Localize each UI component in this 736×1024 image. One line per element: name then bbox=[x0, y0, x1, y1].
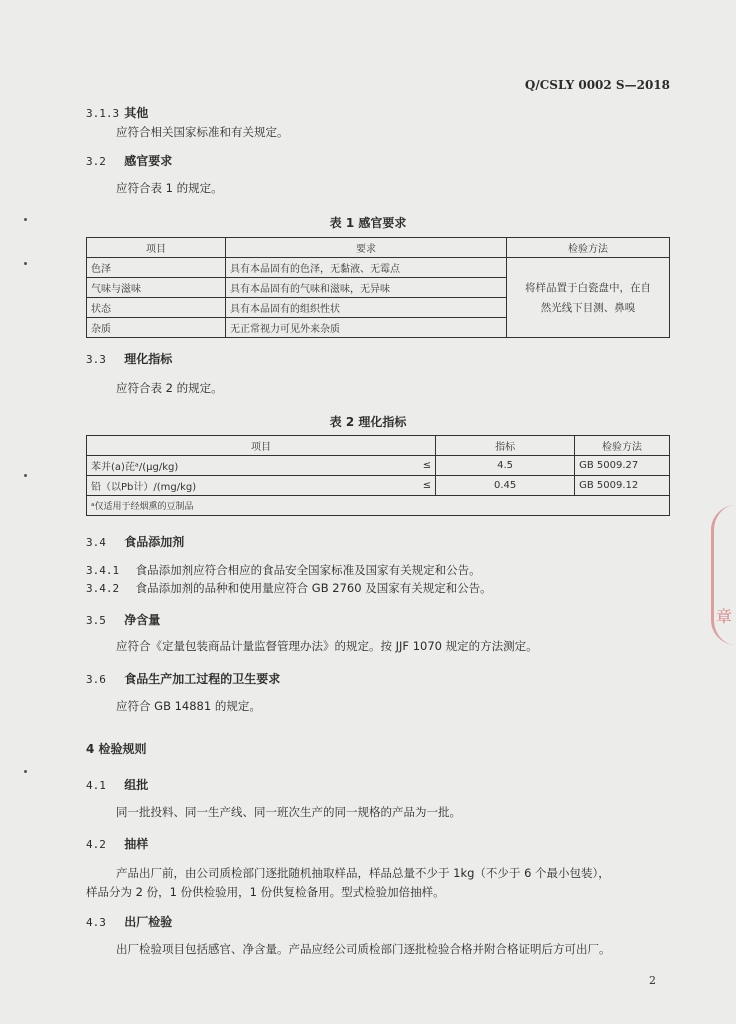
section-number: 4.2 bbox=[86, 838, 106, 851]
paragraph-4-1: 同一批投料、同一生产线、同一班次生产的同一规格的产品为一批。 bbox=[116, 805, 461, 819]
table-cell-operator: ≤ bbox=[413, 476, 436, 496]
paragraph-3-4-2 bbox=[86, 580, 492, 596]
table-header-cell: 检验方法 bbox=[507, 238, 670, 258]
table-header-cell: 要求 bbox=[226, 238, 507, 258]
table-cell-operator: ≤ bbox=[413, 456, 436, 476]
section-title: 食品添加剂 bbox=[124, 535, 185, 549]
standard-code: Q/CSLY 0002 S—2018 bbox=[524, 78, 670, 92]
section-number: 3.4.1 bbox=[86, 564, 120, 577]
paragraph-3-6: 应符合 GB 14881 的规定。 bbox=[116, 699, 261, 713]
table-cell: 色泽 bbox=[87, 258, 226, 278]
section-number: 3.3 bbox=[86, 353, 106, 366]
heading-3-5 bbox=[86, 611, 160, 628]
section-number: 4.1 bbox=[86, 779, 106, 792]
heading-3-2 bbox=[86, 152, 172, 169]
table-note-row bbox=[87, 496, 670, 516]
method-line: 将样品置于白瓷盘中，在自 bbox=[525, 281, 651, 294]
section-number: 3.6 bbox=[86, 673, 106, 686]
section-number: 3.2 bbox=[86, 155, 106, 168]
seal-stamp-char: 章 bbox=[715, 607, 732, 626]
table-row bbox=[87, 456, 670, 476]
table-cell: 0.45 bbox=[436, 476, 575, 496]
heading-4-3 bbox=[86, 913, 172, 930]
section-number: 3.4 bbox=[86, 536, 106, 549]
section-number: 4.3 bbox=[86, 916, 106, 929]
table1-caption: 表 1 感官要求 bbox=[329, 216, 407, 230]
table-row bbox=[87, 476, 670, 496]
heading-4-1 bbox=[86, 776, 148, 793]
table-cell: 状态 bbox=[87, 298, 226, 318]
table-cell: 杂质 bbox=[87, 318, 226, 338]
table-header-row bbox=[87, 238, 670, 258]
method-line: 然光线下目测、鼻嗅 bbox=[540, 301, 636, 314]
heading-3-1-3 bbox=[86, 104, 148, 121]
paragraph-4-2-line2: 样品分为 2 份，1 份供检验用，1 份供复检备用。型式检验加倍抽样。 bbox=[86, 885, 445, 899]
paragraph-text: 食品添加剂应符合相应的食品安全国家标准及国家有关规定和公告。 bbox=[135, 563, 481, 577]
page-number: 2 bbox=[649, 974, 656, 987]
table2-caption: 表 2 理化指标 bbox=[329, 415, 407, 429]
table-cell: 4.5 bbox=[436, 456, 575, 476]
paragraph-text: 食品添加剂的品种和使用量应符合 GB 2760 及国家有关规定和公告。 bbox=[135, 581, 492, 595]
section-title: 理化指标 bbox=[124, 352, 173, 366]
scan-speck bbox=[24, 262, 27, 265]
heading-4: 4 检验规则 bbox=[86, 742, 147, 756]
table-cell: 苯并(a)芘ᵃ/(μg/kg) bbox=[87, 456, 414, 476]
heading-3-6 bbox=[86, 670, 280, 687]
paragraph-4-2-line1: 产品出厂前，由公司质检部门逐批随机抽取样品，样品总量不少于 1kg（不少于 6 个最小包装）， bbox=[116, 866, 610, 880]
table-cell: GB 5009.12 bbox=[575, 476, 670, 496]
scan-speck bbox=[24, 474, 27, 477]
paragraph-3-5: 应符合《定量包装商品计量监督管理办法》的规定。按 JJF 1070 规定的方法测定。 bbox=[116, 639, 538, 653]
section-title: 组批 bbox=[124, 778, 149, 792]
section-title: 其他 bbox=[124, 106, 149, 120]
section-title: 食品生产加工过程的卫生要求 bbox=[124, 672, 281, 686]
table-cell: 具有本品固有的组织性状 bbox=[226, 298, 507, 318]
heading-3-4 bbox=[86, 533, 184, 550]
section-title: 感官要求 bbox=[124, 154, 173, 168]
scan-speck bbox=[24, 770, 27, 773]
section-number: 3.1.3 bbox=[86, 107, 120, 120]
table-cell: 无正常视力可见外来杂质 bbox=[226, 318, 507, 338]
section-number: 3.5 bbox=[86, 614, 106, 627]
table-note: ᵃ仅适用于经烟熏的豆制品 bbox=[87, 496, 670, 516]
section-title: 净含量 bbox=[124, 613, 161, 627]
paragraph-3-2: 应符合表 1 的规定。 bbox=[116, 181, 223, 195]
heading-4-2 bbox=[86, 835, 148, 852]
table-cell: GB 5009.27 bbox=[575, 456, 670, 476]
sensory-table bbox=[86, 237, 670, 338]
paragraph-3-3: 应符合表 2 的规定。 bbox=[116, 381, 223, 395]
table-cell: 气味与滋味 bbox=[87, 278, 226, 298]
table-header-cell: 检验方法 bbox=[575, 436, 670, 456]
table-header-cell: 指标 bbox=[436, 436, 575, 456]
table-cell: 具有本品固有的气味和滋味，无异味 bbox=[226, 278, 507, 298]
paragraph-4-3: 出厂检验项目包括感官、净含量。产品应经公司质检部门逐批检验合格并附合格证明后方可出厂。 bbox=[116, 942, 611, 956]
paragraph-3-1-3: 应符合相关国家标准和有关规定。 bbox=[116, 125, 289, 139]
table-row bbox=[87, 258, 670, 278]
table-header-cell: 项目 bbox=[87, 436, 436, 456]
physicochemical-table bbox=[86, 435, 670, 516]
section-title: 抽样 bbox=[124, 837, 149, 851]
scan-speck bbox=[24, 218, 27, 221]
table-cell: 具有本品固有的色泽，无黏液、无霉点 bbox=[226, 258, 507, 278]
table-cell: 铅（以Pb计）/(mg/kg) bbox=[87, 476, 414, 496]
section-title: 出厂检验 bbox=[124, 915, 173, 929]
paragraph-3-4-1 bbox=[86, 562, 481, 578]
table-cell-method bbox=[507, 258, 670, 338]
section-number: 3.4.2 bbox=[86, 582, 120, 595]
table-header-cell: 项目 bbox=[87, 238, 226, 258]
table-header-row bbox=[87, 436, 670, 456]
heading-3-3 bbox=[86, 350, 172, 367]
